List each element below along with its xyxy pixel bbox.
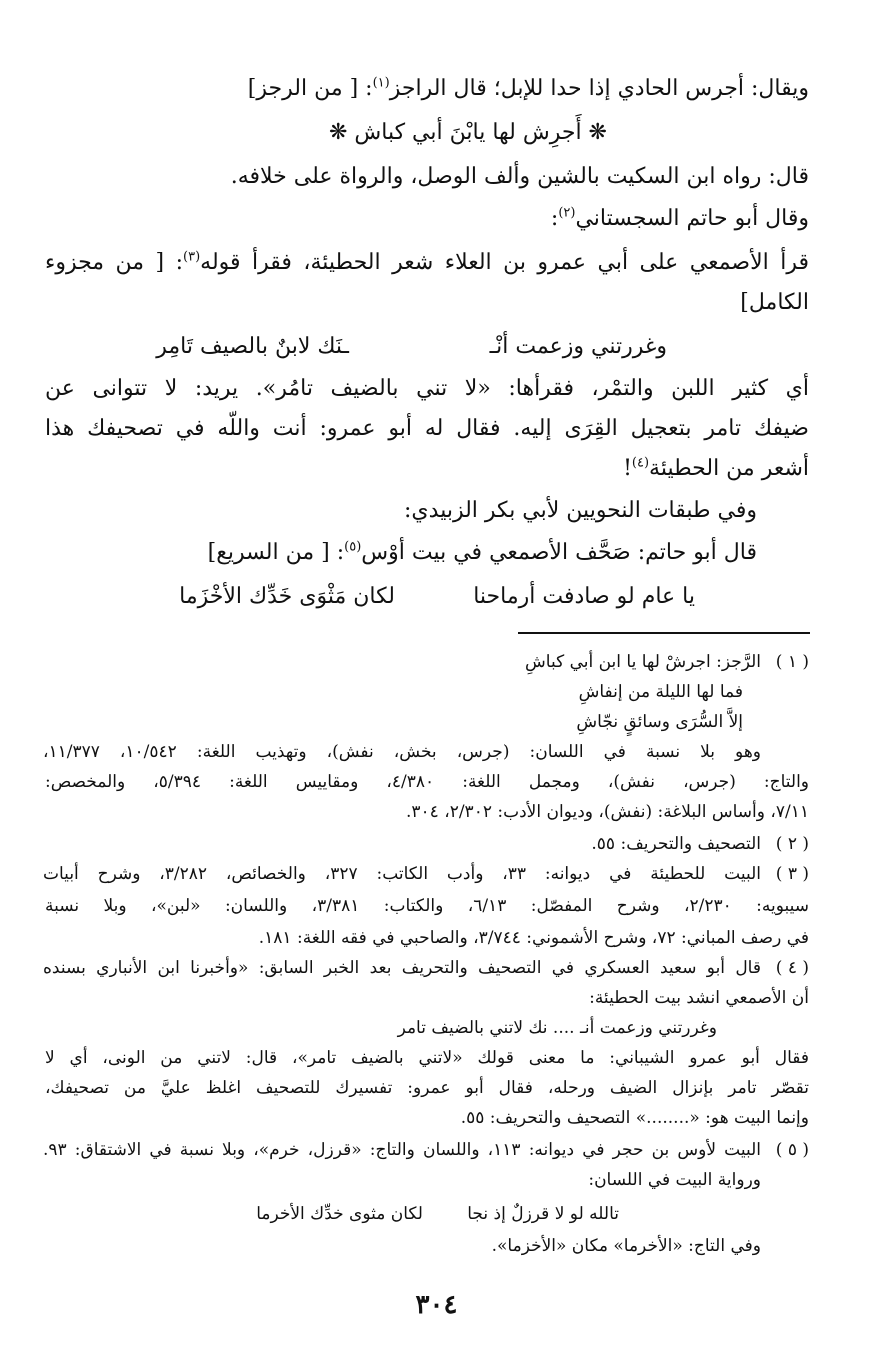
footnote-ref-3[interactable]: (٣) xyxy=(183,249,201,265)
page-number: ٣٠٤ xyxy=(415,1290,458,1320)
verse-text: ❋ أَجرِش لها يابْنَ أبي كباش ❋ xyxy=(328,120,607,145)
footnote-2-line-1: التصحيف والتحريف: ٥٥. xyxy=(591,834,761,854)
footnote-separator xyxy=(518,632,810,634)
footnote-5-number: ( ٥ ) xyxy=(775,1140,809,1160)
footnote-2-number: ( ٢ ) xyxy=(775,834,809,854)
footnote-3-line-1: البيت للحطيئة في ديوانه: ٣٣، وأدب الكاتب: ٣٢٧، والخصائص، ٣/٢٨٢، وشرح أبيات xyxy=(43,864,761,884)
footnote-1-line-1: وهو بلا نسبة في اللسان: (جرس، بخش، نفش)، وتهذيب اللغة: ١٠/٥٤٢، ١١/٣٧٧، xyxy=(43,742,762,762)
footnote-3-number: ( ٣ ) xyxy=(775,864,809,884)
footnote-1-number: ( ١ ) xyxy=(775,652,809,672)
text: : xyxy=(550,206,559,231)
footnote-5-verse-second-hemistich: لكان مثوى خدِّك الأخرما xyxy=(256,1204,423,1224)
text: أشعر من الحطيئة xyxy=(649,456,809,481)
verse-2-second-hemistich xyxy=(156,336,349,358)
verse-text: ـنَك لابنٌ بالصيف تَامِر xyxy=(156,334,349,359)
text: أي كثير اللبن والتمْر، فقرأها: «لا تني بالضيف تامُر». يريد: لا تتوانى عن xyxy=(45,376,809,401)
main-line-5 xyxy=(45,249,809,275)
text: وقال أبو حاتم السجستاني xyxy=(575,206,809,231)
text: ! xyxy=(623,456,632,481)
text: : [ من الرجز] xyxy=(247,76,373,101)
footnote-ref-5[interactable]: (٥) xyxy=(344,539,362,555)
verse-3-first-hemistich xyxy=(473,586,695,608)
text: : [ من مجزوء xyxy=(45,250,184,275)
footnote-4-line-3: فقال أبو عمرو الشيباني: ما معنى قولك «لاتني بالضيف تامر»، قال: لاتني من الونى، أي لا xyxy=(45,1048,809,1068)
footnote-4-number: ( ٤ ) xyxy=(775,958,809,978)
verse-text: وغررتني وزعمت أنْـ xyxy=(489,334,667,359)
text: قال أبو حاتم: صَحَّف الأصمعي في بيت أوْس xyxy=(361,540,757,565)
text: الكامل] xyxy=(740,290,809,315)
verse-2-first-hemistich xyxy=(490,336,667,358)
main-line-10 xyxy=(623,455,809,481)
footnote-4-line-1: قال أبو سعيد العسكري في التصحيف والتحريف بعد الخبر السابق: «وأخبرنا ابن الأنباري بسنده xyxy=(43,958,761,978)
text: ويقال: أجرس الحادي إذا حدا للإبل؛ قال الراجز xyxy=(389,76,809,101)
footnote-3-line-2: سيبويه: ٢/٢٣٠، وشرح المفصّل: ٦/١٣، والكتاب: ٣/٣٨١، واللسان: «لبن»، وبلا نسبة xyxy=(45,896,810,916)
footnote-5-line-2: ورواية البيت في اللسان: xyxy=(588,1170,761,1190)
footnote-5-verse-first-hemistich: تالله لو لا قرزلٌ إذ نجا xyxy=(467,1204,619,1224)
text: ضيفك تامر بتعجيل القِرَى إليه. فقال له أبو عمرو: أنت واللّه في تصحيفك هذا xyxy=(45,416,809,441)
main-line-6 xyxy=(740,292,809,314)
footnote-4-line-4: تقصّر تامر بإنزال الضيف ورحله، فقال أبو عمرو: تفسيرك للتصحيف اغلظ عليَّ من تصحيفك، xyxy=(45,1078,809,1098)
footnote-1-line-3: ٧/١١، وأساس البلاغة: (نفش)، وديوان الأدب: ٢/٣٠٢، ٣٠٤. xyxy=(406,802,809,822)
main-line-1 xyxy=(247,75,809,101)
footnote-1-verse-2: فما لها الليلة من إنفاشِ xyxy=(578,682,743,702)
text: : [ من السريع] xyxy=(207,540,345,565)
footnote-3-line-3: في رصف المباني: ٧٢، وشرح الأشموني: ٣/٧٤٤، والصاحبي في فقه اللغة: ١٨١. xyxy=(258,928,809,948)
text: قال: رواه ابن السكيت بالشين وألف الوصل، والرواة على خلافه. xyxy=(230,164,809,189)
main-line-8 xyxy=(45,378,809,400)
main-line-3 xyxy=(231,166,809,188)
text: قرأ الأصمعي على أبي عمرو بن العلاء شعر الحطيئة، فقرأ قوله xyxy=(200,250,809,275)
footnote-5-line-1: البيت لأوس بن حجر في ديوانه: ١١٣، واللسان والتاج: «قرزل، خرم»، وبلا نسبة في الاشتقاق: ٩٣. xyxy=(43,1140,761,1160)
main-line-9 xyxy=(45,418,809,440)
text: وفي طبقات النحويين لأبي بكر الزبيدي: xyxy=(404,498,757,523)
footnote-1-verse-3: إلاَّ السُّرَى وسائقٍ نجّاشِ xyxy=(576,712,743,732)
footnote-ref-4[interactable]: (٤) xyxy=(631,455,650,471)
footnote-4-line-2: أن الأصمعي انشد بيت الحطيئة: xyxy=(589,988,809,1008)
footnote-ref-1[interactable]: (١) xyxy=(372,75,390,91)
main-line-11 xyxy=(404,500,757,522)
verse-3-second-hemistich xyxy=(179,586,395,608)
footnote-1-line-2: والتاج: (جرس، نفش)، ومجمل اللغة: ٤/٣٨٠، ومقاييس اللغة: ٥/٣٩٤، والمخصص: xyxy=(45,772,810,792)
verse-1 xyxy=(329,122,607,144)
verse-text: لكان مَثْوَى خَدِّك الأخْزَما xyxy=(179,584,395,609)
footnote-4-line-5: وإنما البيت هو: «........» التصحيف والتحريف: ٥٥. xyxy=(460,1108,809,1128)
verse-text: يا عام لو صادفت أرماحنا xyxy=(473,584,695,609)
main-line-12 xyxy=(207,539,757,565)
main-line-4 xyxy=(550,205,809,231)
footnote-5-line-3: وفي التاج: «الأخرما» مكان «الأخزما». xyxy=(491,1236,761,1256)
footnote-4-verse: وغررتني وزعمت أنـ .... نك لاتني بالضيف تامر xyxy=(397,1018,717,1038)
footnote-1-verse-1: الرَّجز: اجرشْ لها يا ابن أبي كباشِ xyxy=(525,652,761,672)
footnote-ref-2[interactable]: (٢) xyxy=(558,205,576,221)
